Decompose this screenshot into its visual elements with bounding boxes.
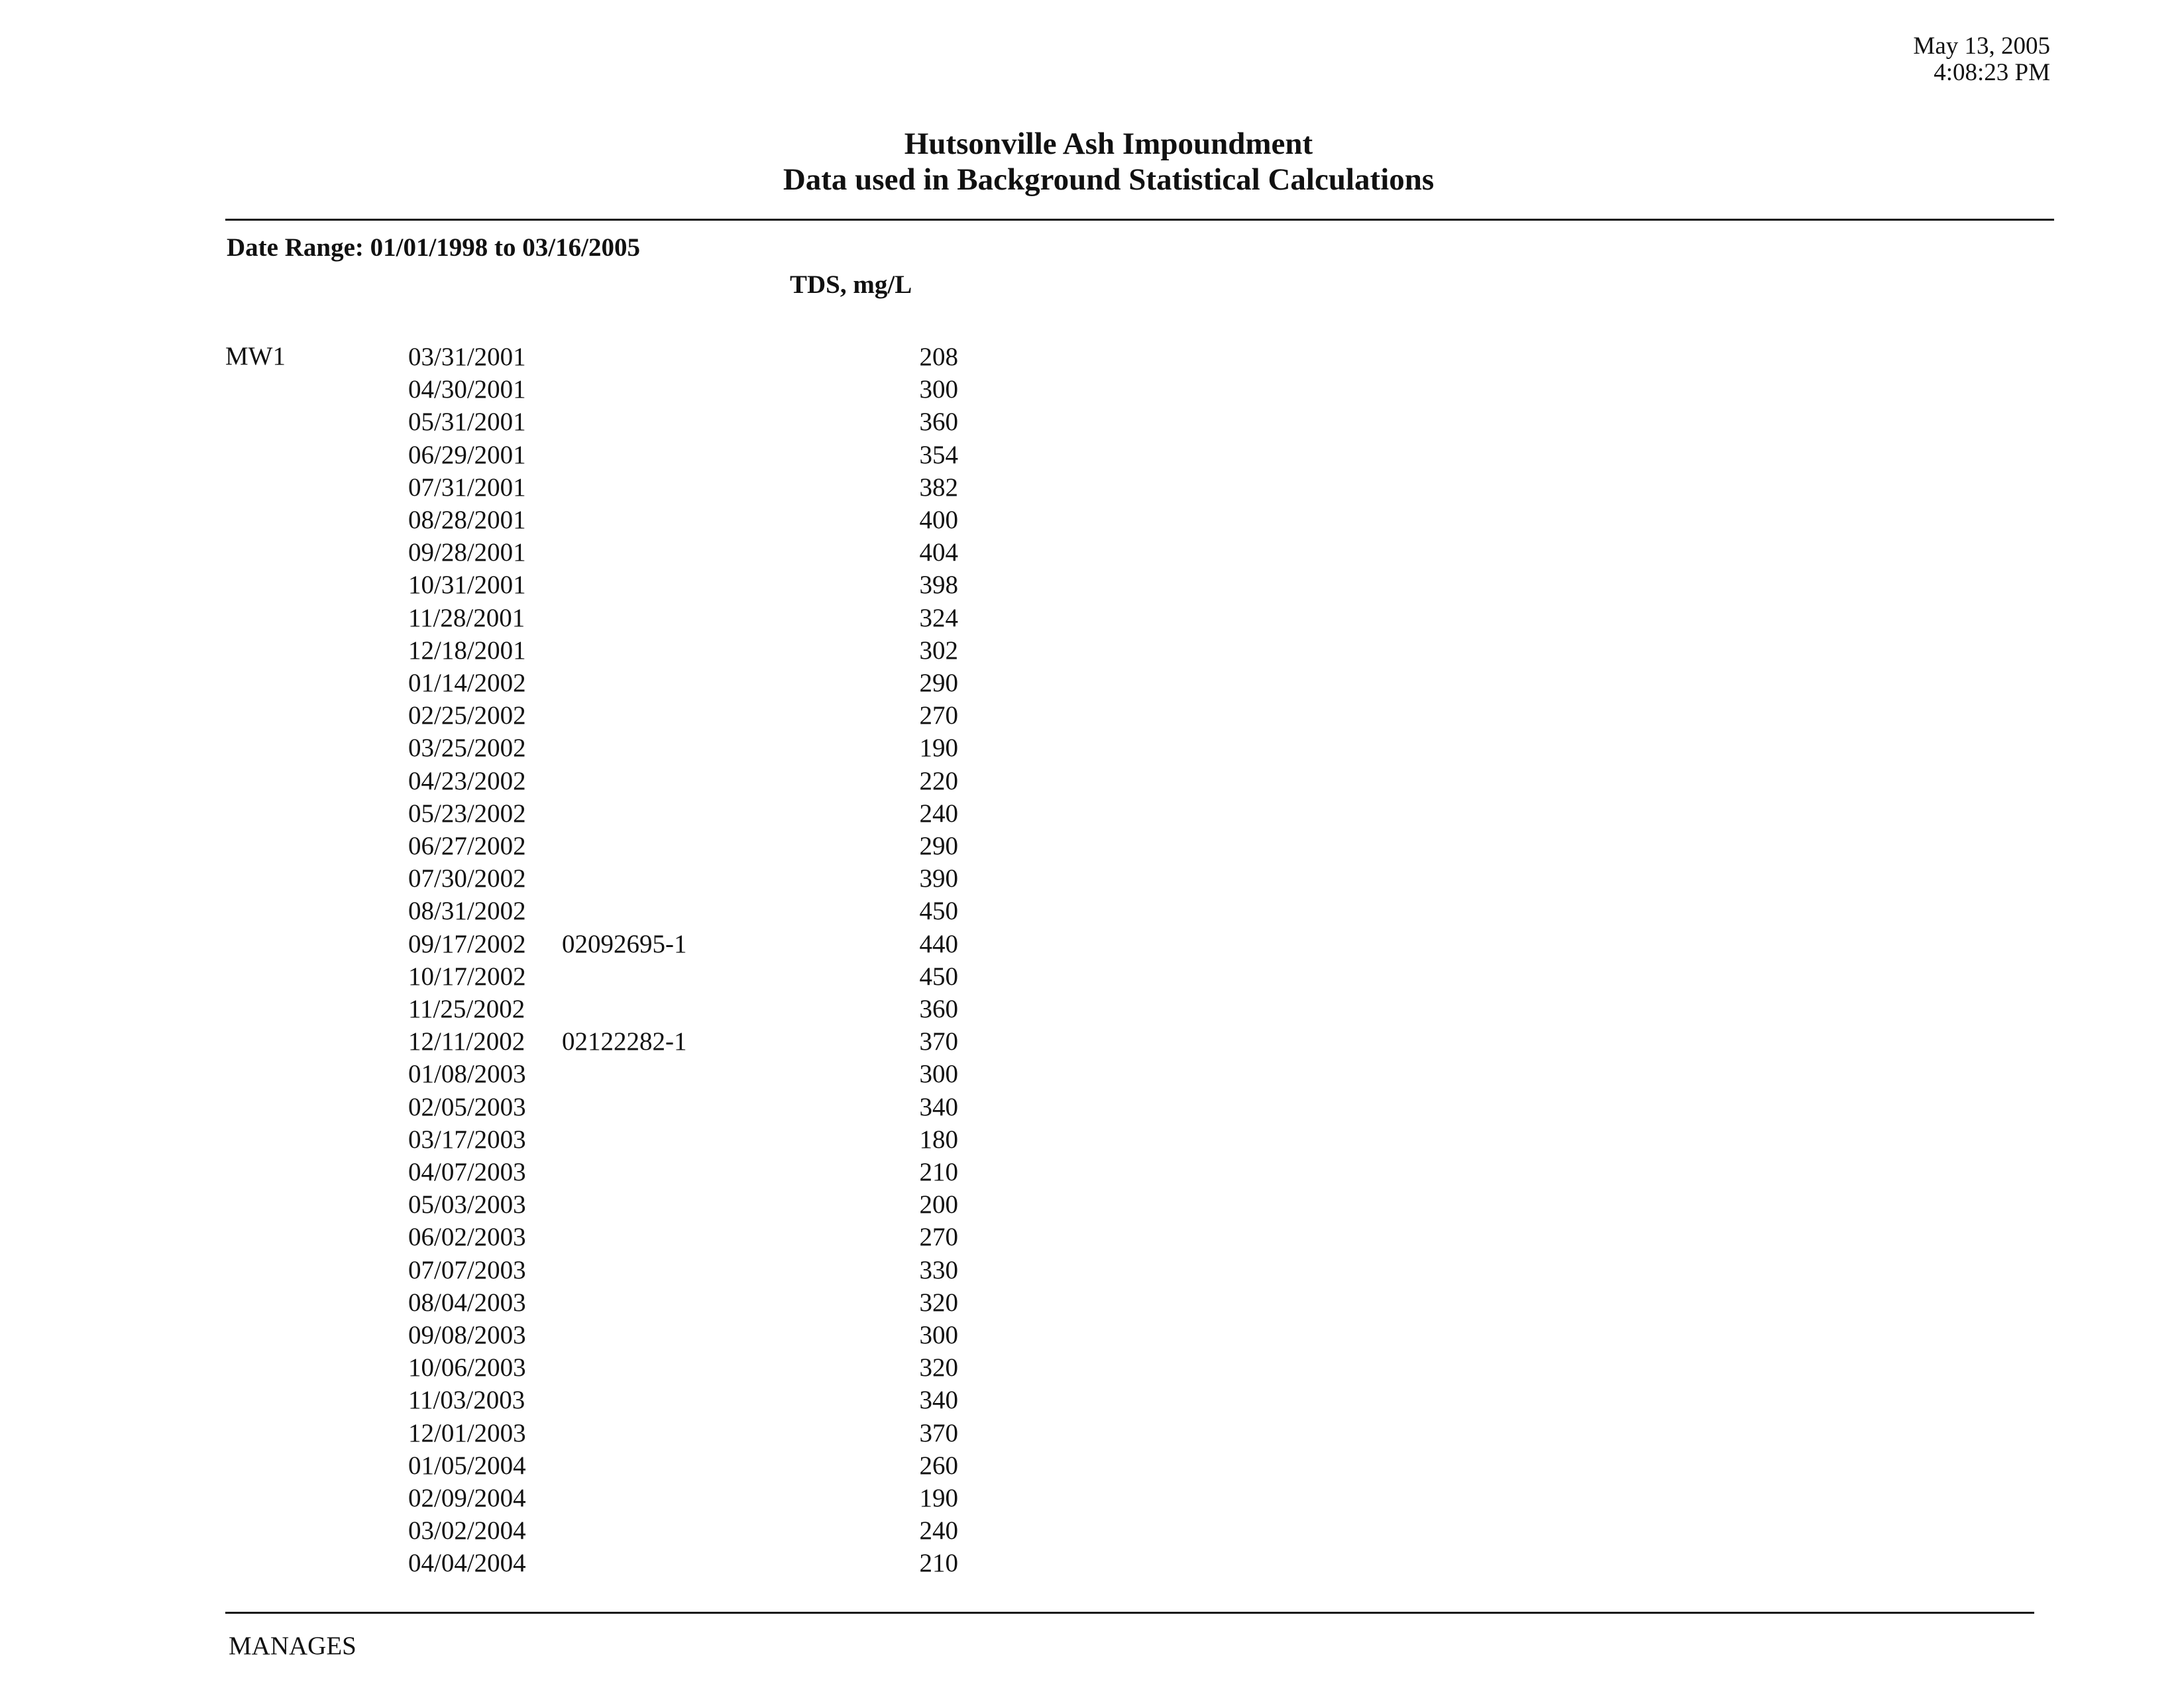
tds-value: 210 bbox=[919, 1549, 958, 1578]
sample-id: 02092695-1 bbox=[562, 929, 687, 958]
table-row bbox=[0, 439, 2184, 471]
sample-date: 06/27/2002 bbox=[408, 832, 526, 860]
tds-value: 320 bbox=[919, 1353, 958, 1382]
table-row bbox=[0, 1254, 2184, 1286]
table-row bbox=[0, 1384, 2184, 1416]
sample-date: 11/28/2001 bbox=[408, 603, 525, 632]
tds-value: 270 bbox=[919, 701, 958, 730]
tds-value: 300 bbox=[919, 375, 958, 404]
table-row bbox=[0, 471, 2184, 504]
table-row bbox=[0, 830, 2184, 862]
table-row bbox=[0, 504, 2184, 536]
sample-date: 11/03/2003 bbox=[408, 1386, 525, 1415]
sample-date: 02/25/2002 bbox=[408, 701, 526, 730]
tds-value: 340 bbox=[919, 1092, 958, 1121]
report-subtitle: Data used in Background Statistical Calculations bbox=[783, 162, 1435, 197]
sample-date: 06/02/2003 bbox=[408, 1223, 526, 1252]
tds-value: 390 bbox=[919, 864, 958, 893]
table-row bbox=[0, 536, 2184, 569]
sample-date: 03/17/2003 bbox=[408, 1125, 526, 1154]
table-row bbox=[0, 634, 2184, 667]
tds-value: 300 bbox=[919, 1321, 958, 1349]
table-row bbox=[0, 1025, 2184, 1058]
sample-date: 04/07/2003 bbox=[408, 1158, 526, 1186]
table-row bbox=[0, 765, 2184, 797]
sample-date: 01/08/2003 bbox=[408, 1060, 526, 1089]
table-row bbox=[0, 1547, 2184, 1579]
sample-date: 12/01/2003 bbox=[408, 1418, 526, 1447]
tds-column-header: TDS, mg/L bbox=[790, 270, 912, 299]
table-row bbox=[0, 1319, 2184, 1351]
table-row bbox=[0, 341, 2184, 373]
top-divider bbox=[225, 219, 2054, 221]
sample-date: 02/09/2004 bbox=[408, 1484, 526, 1512]
table-row bbox=[0, 1482, 2184, 1514]
table-row bbox=[0, 862, 2184, 895]
table-row bbox=[0, 960, 2184, 993]
print-time: 4:08:23 PM bbox=[1934, 59, 2050, 86]
table-row bbox=[0, 699, 2184, 732]
tds-value: 354 bbox=[919, 440, 958, 469]
table-row bbox=[0, 1123, 2184, 1156]
tds-value: 400 bbox=[919, 506, 958, 534]
tds-value: 180 bbox=[919, 1125, 958, 1154]
table-row bbox=[0, 895, 2184, 927]
sample-date: 05/23/2002 bbox=[408, 799, 526, 828]
table-row bbox=[0, 797, 2184, 830]
sample-date: 01/05/2004 bbox=[408, 1451, 526, 1480]
tds-value: 260 bbox=[919, 1451, 958, 1480]
tds-value: 360 bbox=[919, 408, 958, 437]
table-row bbox=[0, 1221, 2184, 1253]
sample-date: 10/06/2003 bbox=[408, 1353, 526, 1382]
sample-date: 09/08/2003 bbox=[408, 1321, 526, 1349]
sample-date: 09/28/2001 bbox=[408, 538, 526, 567]
tds-value: 360 bbox=[919, 995, 958, 1023]
tds-value: 382 bbox=[919, 473, 958, 502]
tds-value: 370 bbox=[919, 1418, 958, 1447]
sample-date: 08/28/2001 bbox=[408, 506, 526, 534]
sample-date: 04/23/2002 bbox=[408, 766, 526, 795]
sample-date: 04/30/2001 bbox=[408, 375, 526, 404]
well-id: MW1 bbox=[225, 342, 286, 370]
tds-value: 404 bbox=[919, 538, 958, 567]
table-row bbox=[0, 1091, 2184, 1123]
sample-date: 03/31/2001 bbox=[408, 343, 526, 371]
tds-value: 240 bbox=[919, 799, 958, 828]
print-date: May 13, 2005 bbox=[1913, 32, 2050, 60]
tds-value: 190 bbox=[919, 1484, 958, 1512]
table-row bbox=[0, 1351, 2184, 1384]
sample-date: 10/31/2001 bbox=[408, 571, 526, 600]
tds-value: 302 bbox=[919, 636, 958, 665]
tds-value: 208 bbox=[919, 343, 958, 371]
tds-value: 450 bbox=[919, 962, 958, 991]
date-range-label: Date Range: 01/01/1998 to 03/16/2005 bbox=[227, 233, 640, 262]
table-row bbox=[0, 406, 2184, 438]
table-row bbox=[0, 602, 2184, 634]
footer-label: MANAGES bbox=[229, 1632, 356, 1660]
table-row bbox=[0, 569, 2184, 601]
print-timestamp bbox=[1913, 33, 2050, 86]
table-row bbox=[0, 667, 2184, 699]
report-title: Hutsonville Ash Impoundment bbox=[904, 127, 1313, 161]
tds-value: 440 bbox=[919, 929, 958, 958]
table-row bbox=[0, 373, 2184, 406]
tds-value: 398 bbox=[919, 571, 958, 600]
sample-date: 04/04/2004 bbox=[408, 1549, 526, 1578]
sample-date: 10/17/2002 bbox=[408, 962, 526, 991]
tds-value: 290 bbox=[919, 832, 958, 860]
sample-date: 09/17/2002 bbox=[408, 929, 526, 958]
table-row bbox=[0, 1286, 2184, 1319]
sample-date: 01/14/2002 bbox=[408, 669, 526, 697]
sample-date: 06/29/2001 bbox=[408, 440, 526, 469]
tds-value: 200 bbox=[919, 1190, 958, 1219]
tds-value: 330 bbox=[919, 1255, 958, 1284]
tds-value: 300 bbox=[919, 1060, 958, 1089]
sample-date: 03/25/2002 bbox=[408, 734, 526, 763]
tds-value: 210 bbox=[919, 1158, 958, 1186]
sample-date: 02/05/2003 bbox=[408, 1092, 526, 1121]
table-row bbox=[0, 1514, 2184, 1547]
bottom-divider bbox=[225, 1612, 2034, 1614]
table-row bbox=[0, 1156, 2184, 1188]
tds-value: 340 bbox=[919, 1386, 958, 1415]
tds-value: 324 bbox=[919, 603, 958, 632]
tds-value: 270 bbox=[919, 1223, 958, 1252]
tds-value: 220 bbox=[919, 766, 958, 795]
sample-date: 07/30/2002 bbox=[408, 864, 526, 893]
tds-value: 450 bbox=[919, 897, 958, 926]
sample-date: 08/04/2003 bbox=[408, 1288, 526, 1317]
table-row bbox=[0, 928, 2184, 960]
sample-date: 12/18/2001 bbox=[408, 636, 526, 665]
table-row bbox=[0, 1449, 2184, 1482]
sample-date: 05/03/2003 bbox=[408, 1190, 526, 1219]
tds-value: 240 bbox=[919, 1516, 958, 1546]
table-row bbox=[0, 1188, 2184, 1221]
tds-value: 190 bbox=[919, 734, 958, 763]
table-row bbox=[0, 993, 2184, 1025]
sample-date: 12/11/2002 bbox=[408, 1027, 525, 1056]
sample-date: 03/02/2004 bbox=[408, 1516, 526, 1546]
sample-date: 11/25/2002 bbox=[408, 995, 525, 1023]
table-row bbox=[0, 1058, 2184, 1090]
sample-date: 08/31/2002 bbox=[408, 897, 526, 926]
sample-date: 07/31/2001 bbox=[408, 473, 526, 502]
tds-value: 370 bbox=[919, 1027, 958, 1056]
sample-id: 02122282-1 bbox=[562, 1027, 687, 1056]
sample-date: 07/07/2003 bbox=[408, 1255, 526, 1284]
report-titles bbox=[0, 126, 2184, 197]
tds-value: 320 bbox=[919, 1288, 958, 1317]
table-row bbox=[0, 1417, 2184, 1449]
sample-date: 05/31/2001 bbox=[408, 408, 526, 437]
table-row bbox=[0, 732, 2184, 764]
tds-value: 290 bbox=[919, 669, 958, 697]
